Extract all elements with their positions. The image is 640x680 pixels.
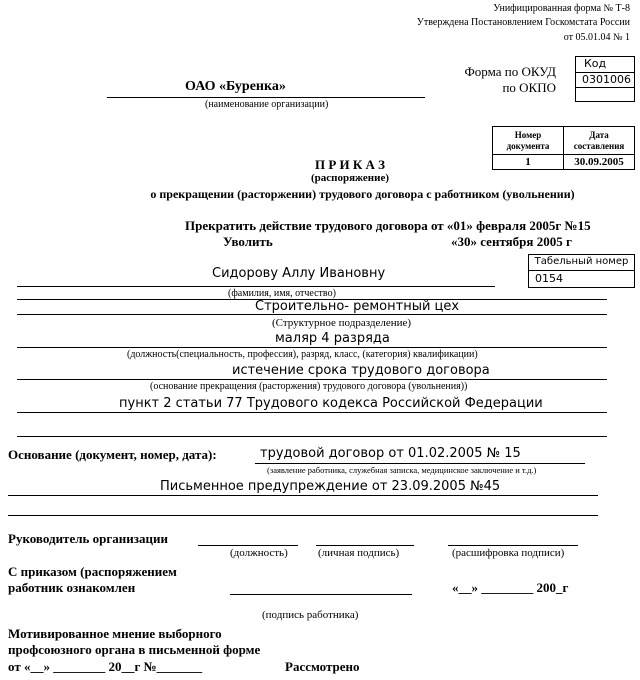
article-value: пункт 2 статьи 77 Трудового кодекса Российской Федерации: [119, 396, 543, 411]
order-subtitle: (распоряжение): [310, 172, 389, 184]
basis-caption: (заявление работника, служебная записка, медицинское заключение и т.д.): [267, 465, 537, 475]
head-signature-caption: (личная подпись): [318, 547, 400, 559]
employee-name-caption: (фамилия, имя, отчество): [228, 288, 336, 299]
familiar-signature-caption: (подпись работника): [262, 609, 359, 621]
approval-line-3: от 05.01.04 № 1: [563, 32, 630, 43]
order-title: П Р И К А З: [314, 157, 386, 172]
okud-label: Форма по ОКУД: [464, 64, 556, 79]
union-line-1: Мотивированное мнение выборного: [8, 626, 222, 641]
tabel-header: Табельный номер: [534, 256, 629, 267]
organization-caption: (наименование организации): [205, 99, 329, 110]
union-line-2: профсоюзного органа в письменной форме: [8, 642, 261, 657]
doc-number-header: Номер документа: [493, 127, 564, 155]
code-box: [575, 56, 635, 102]
code-header: Код: [584, 57, 607, 70]
union-considered: Рассмотрено: [285, 659, 360, 674]
approval-line-1: Унифицированная форма № Т-8: [493, 3, 630, 14]
reason-caption: (основание прекращения (расторжения) трудового договора (увольнения)): [150, 381, 468, 392]
doc-date-header: Дата составления: [564, 127, 635, 155]
position-value: маляр 4 разряда: [275, 331, 390, 346]
familiar-date: «__» ________ 200_г: [452, 580, 569, 595]
head-decode-caption: (расшифровка подписи): [452, 547, 565, 559]
department-caption: (Структурное подразделение): [272, 317, 412, 329]
reason-value: истечение срока трудового договора: [232, 363, 490, 378]
familiar-line-2: работник ознакомлен: [8, 580, 136, 595]
basis-label: Основание (документ, номер, дата):: [8, 447, 217, 462]
department-value: Строительно- ремонтный цех: [255, 299, 460, 314]
organization-name: ОАО «Буренка»: [185, 79, 286, 94]
terminate-line: Прекратить действие трудового договора от «01» февраля 2005г №15: [185, 218, 591, 233]
dismiss-date: «30» сентября 2005 г: [451, 234, 572, 249]
doc-number-value: 1: [493, 155, 564, 170]
order-description: о прекращении (расторжении) трудового договора с работником (увольнении): [150, 187, 575, 201]
doc-date-value: 30.09.2005: [564, 155, 635, 170]
head-position-caption: (должность): [230, 547, 288, 559]
okpo-label: по ОКПО: [502, 80, 556, 95]
tabel-value: 0154: [535, 272, 563, 285]
union-line-3: от «__» ________ 20__г №_______: [8, 659, 203, 674]
position-caption: (должность(специальность, профессия), разряд, класс, (категория) квалификации): [127, 349, 478, 360]
familiar-line-1: С приказом (распоряжением: [8, 564, 177, 579]
basis-value-2: Письменное предупреждение от 23.09.2005 №45: [160, 479, 501, 494]
tabel-box: [528, 254, 635, 288]
approval-line-2: Утверждена Постановлением Госкомстата России: [416, 17, 630, 28]
head-label: Руководитель организации: [8, 531, 168, 546]
dismiss-label: Уволить: [223, 234, 273, 249]
basis-value-1: трудовой договор от 01.02.2005 № 15: [260, 446, 521, 461]
employee-name: Сидорову Аллу Ивановну: [212, 266, 386, 281]
okud-value: 0301006: [582, 73, 631, 86]
